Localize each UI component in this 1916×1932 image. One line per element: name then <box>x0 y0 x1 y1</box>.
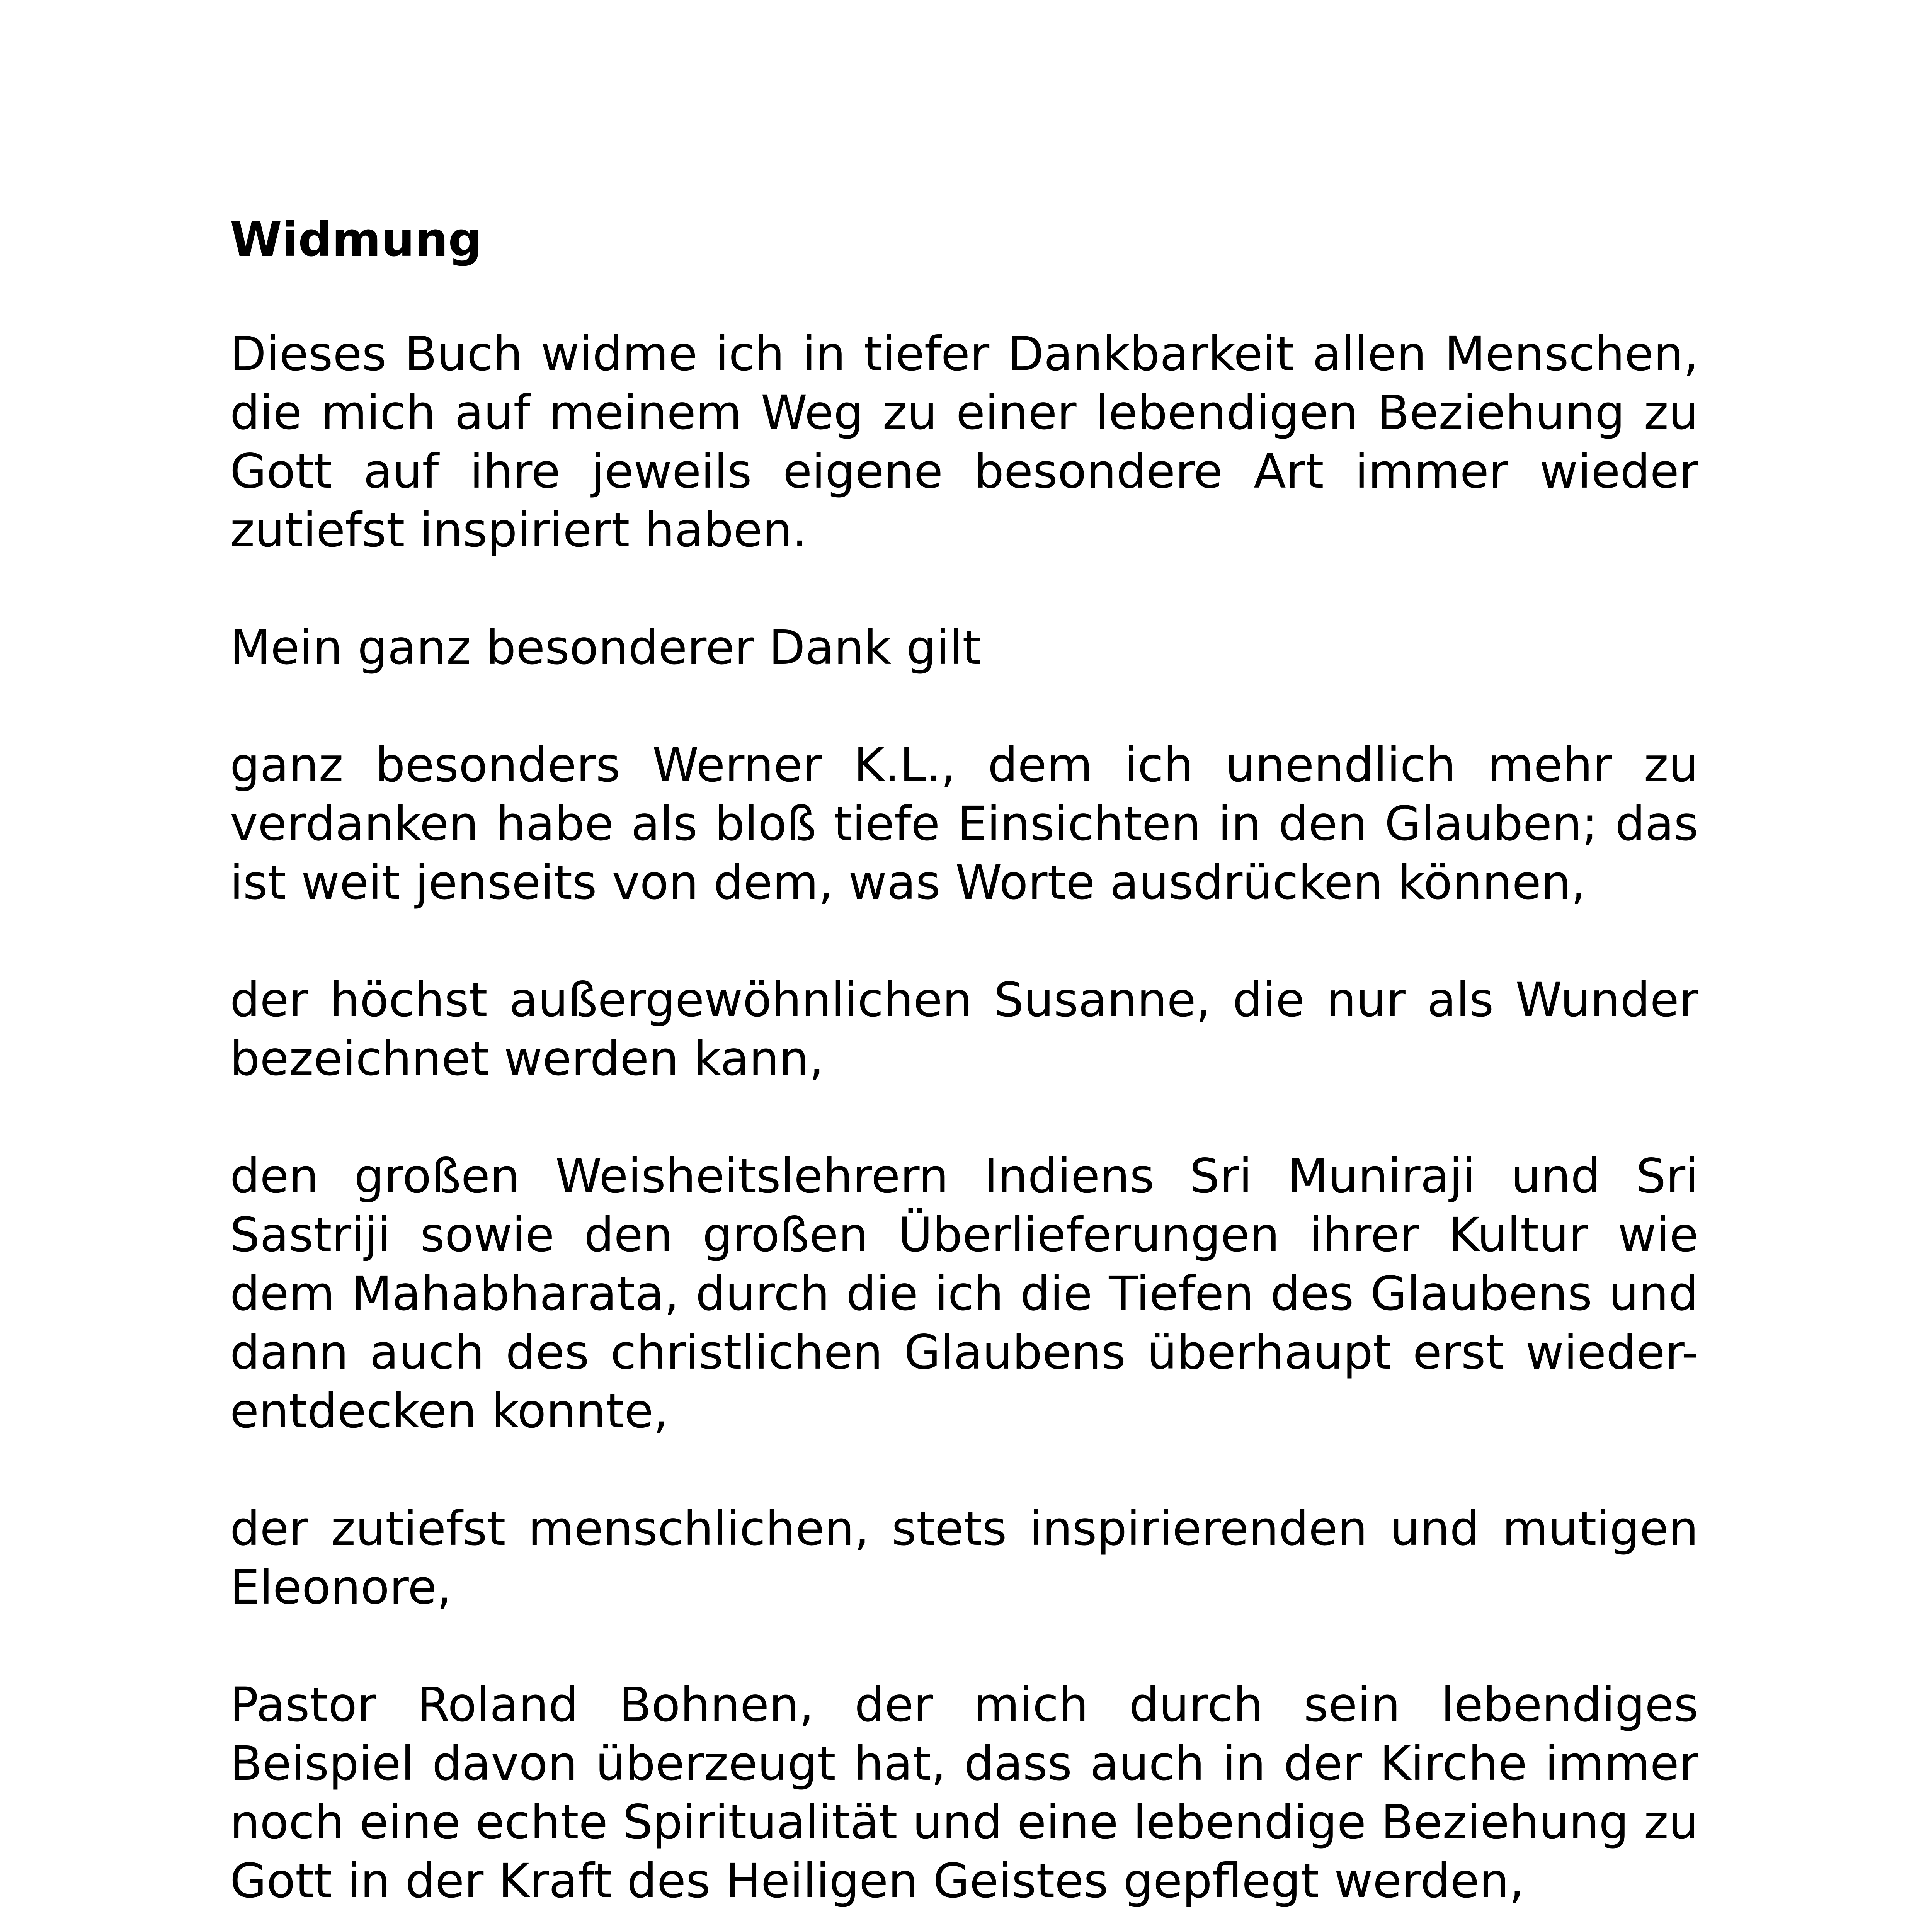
page-content <box>230 211 1698 1932</box>
thanks-werner-paragraph: ganz besonders Werner K.L., dem ich unendlich mehr zu verdanken habe als bloß tiefe Einsichten in den Glauben; das ist weit jenseits von dem, was Worte ausdrücken können, <box>230 738 1698 910</box>
thanks-eleonore-paragraph: der zutiefst menschlichen, stets inspirierenden und mutigen Eleonore, <box>230 1501 1698 1615</box>
thanks-susanne-paragraph: der höchst außergewöhnlichen Susanne, die nur als Wunder bezeichnet werden kann, <box>230 973 1698 1086</box>
thanks-pastor-paragraph: Pastor Roland Bohnen, der mich durch sein lebendiges Beispiel davon überzeugt hat, dass auch in der Kirche immer noch eine echte Spiritualität und eine lebendige Beziehung zu Gott in der Kraft des Heiligen Geistes gepflegt werden, <box>230 1677 1698 1908</box>
thanks-teachers-paragraph: den großen Weisheitslehrern Indiens Sri Muniraji und Sri Sastriji sowie den großen Überlieferungen ihrer Kultur wie dem Mahabharata, durch die ich die Tiefen des Glaubens und dann auch des christlichen Glaubens überhaupt erst wieder-entdecken konnte, <box>230 1149 1698 1439</box>
page-title: Widmung <box>230 212 482 267</box>
dedication-intro-paragraph: Dieses Buch widme ich in tiefer Dankbarkeit allen Menschen, die mich auf meinem Weg zu einer lebendigen Beziehung zu Gott auf ihre jeweils eigene besondere Art immer wieder zutiefst inspiriert haben. <box>230 327 1698 558</box>
thanks-lead-paragraph: Mein ganz besonderer Dank gilt <box>230 620 981 675</box>
